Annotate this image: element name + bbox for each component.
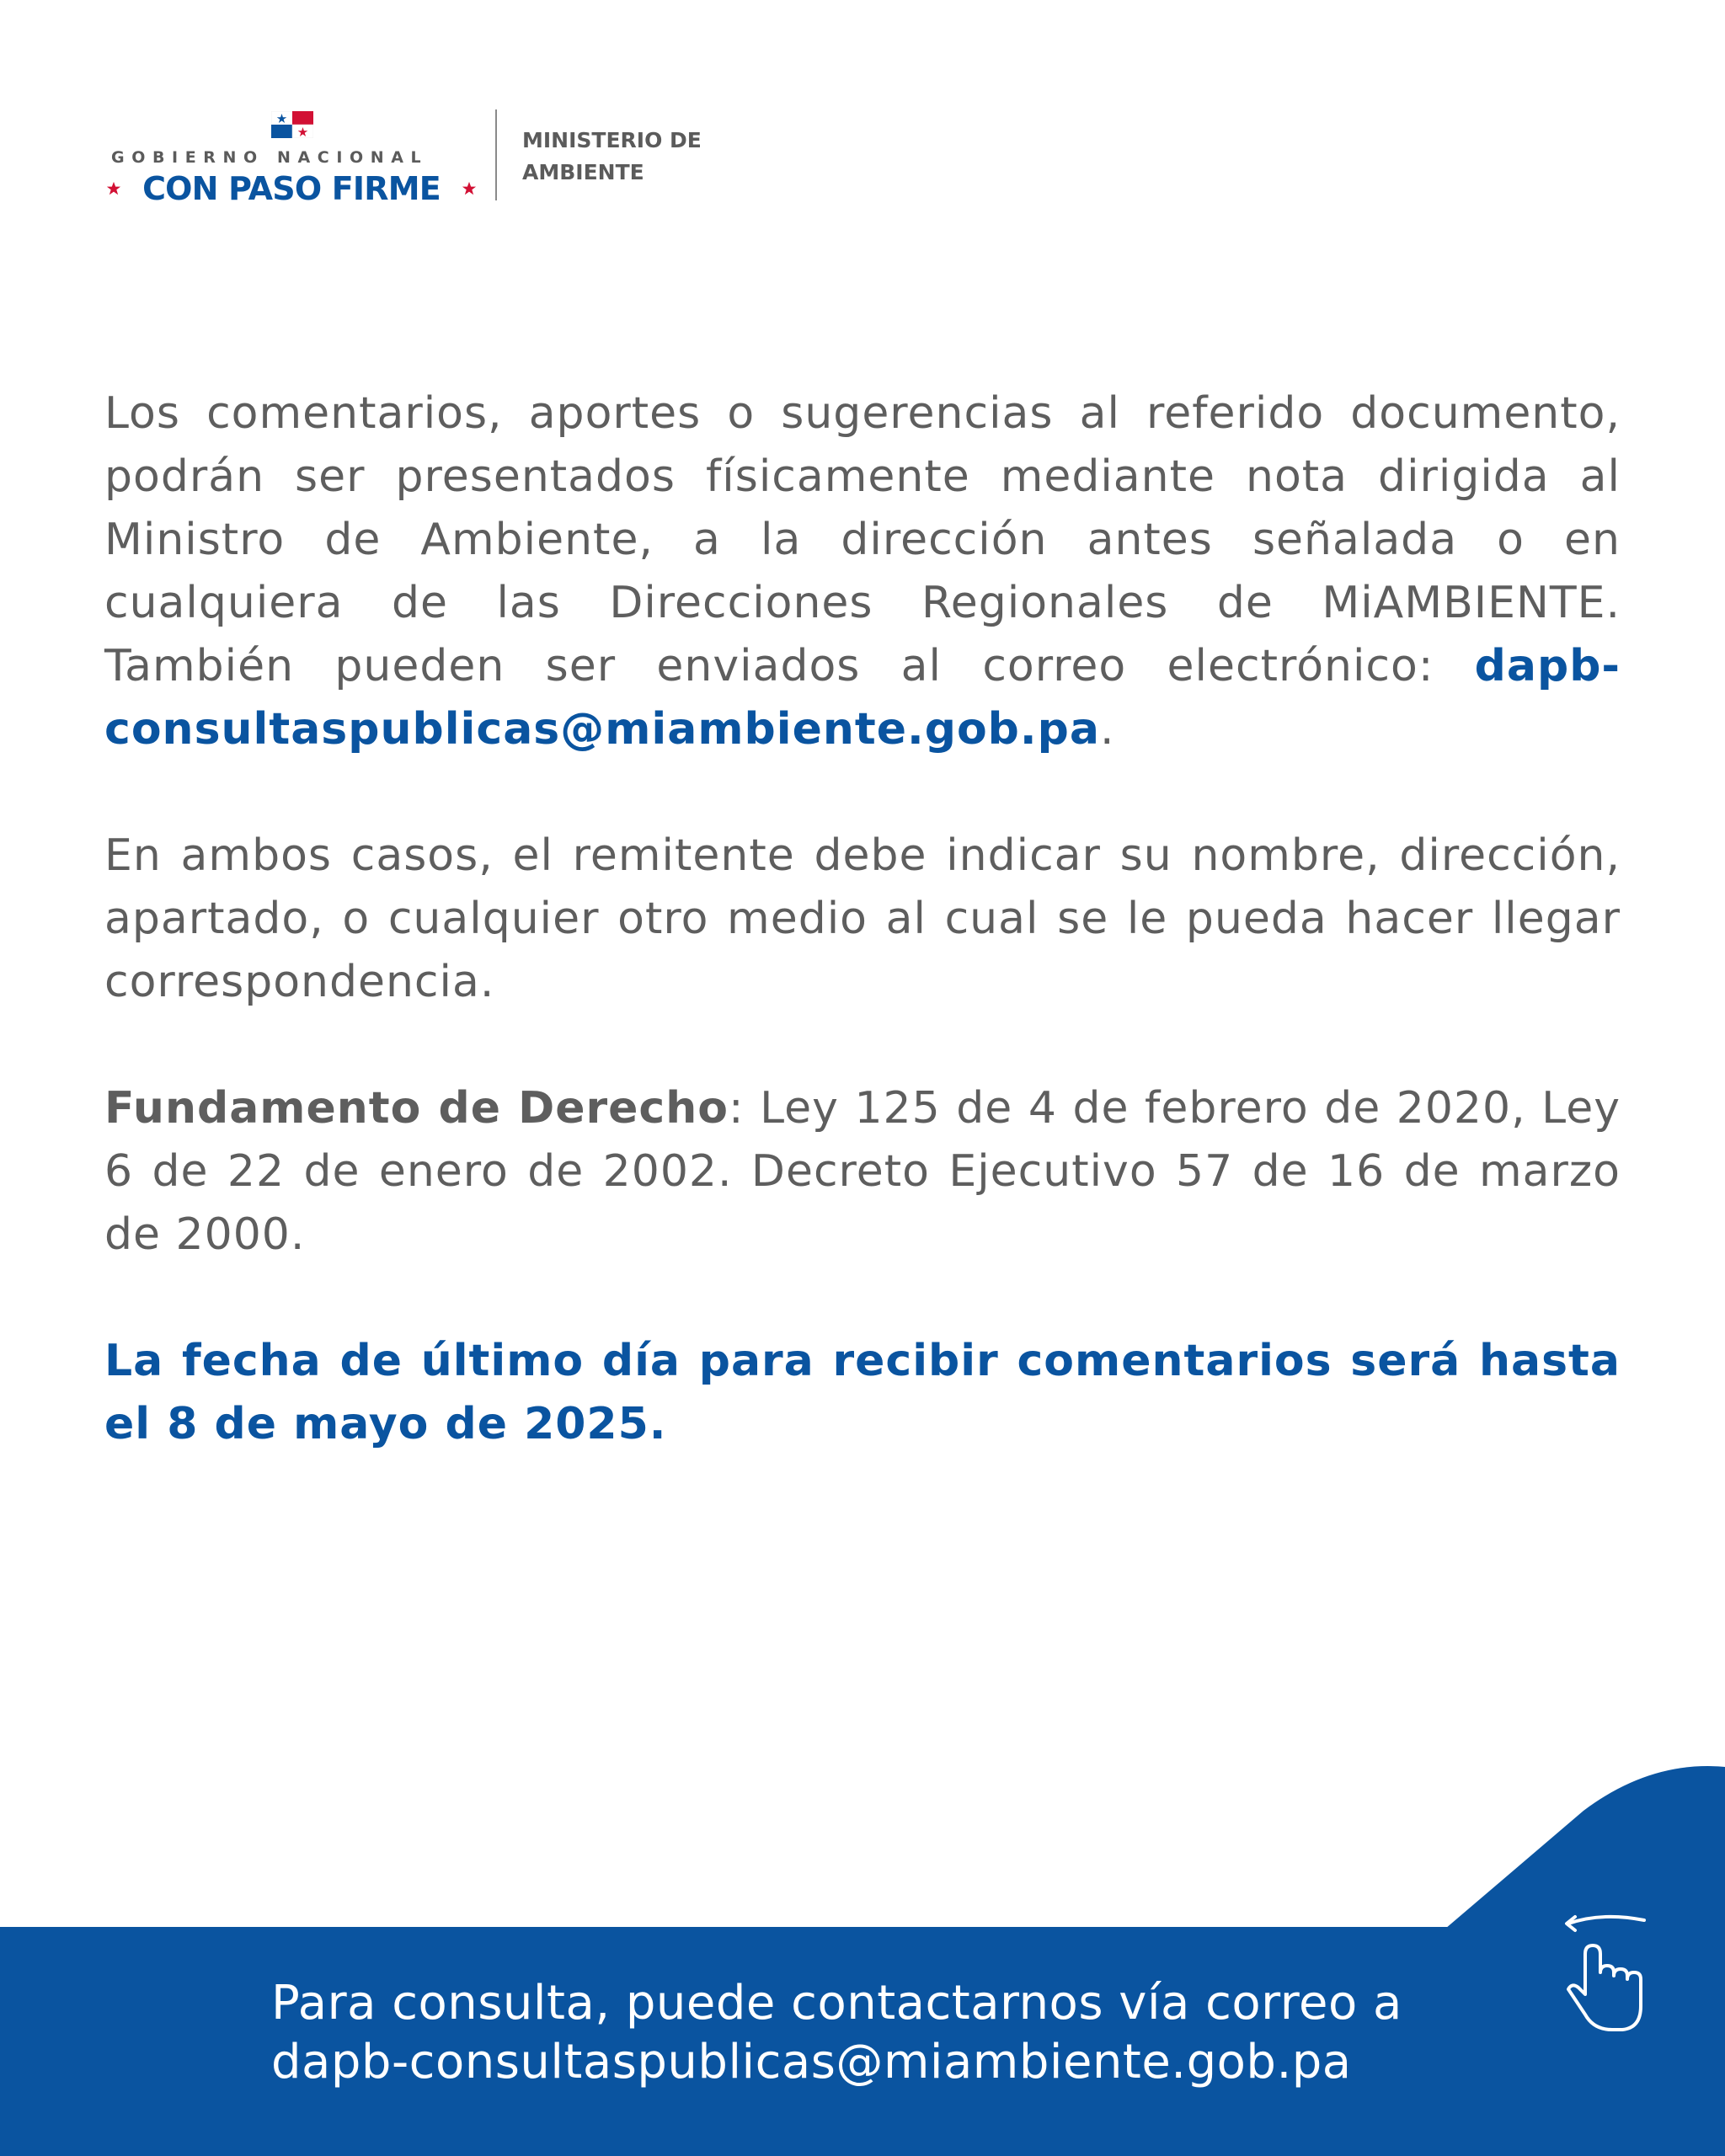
footer-contact-line: Para consulta, puede contactarnos vía correo a (271, 1976, 1402, 2031)
star-icon (106, 181, 121, 196)
legal-basis-text: : Ley 125 de 4 de febrero de 2020, Ley 6 de 22 de enero de 2002. Decreto Ejecutivo 57 de 16 de marzo de 2000. (104, 1083, 1621, 1260)
submission-text: Los comentarios, aportes o sugerencias al referido documento, podrán ser presentados físicamente mediante nota dirigida al Ministro de Ambiente, a la dirección antes señalada o en cualquiera de las Direcciones Regionales de MiAMBIENTE. También pueden ser enviados al correo electrónico: (104, 388, 1621, 691)
header-divider (495, 109, 497, 200)
ministry-line-2: AMBIENTE (522, 160, 644, 184)
ministry-line-1: MINISTERIO DE (522, 128, 702, 152)
submission-end: . (1099, 704, 1115, 755)
paragraph-legal-basis (104, 1077, 1621, 1267)
deadline-notice: La fecha de último día para recibir comentarios será hasta el 8 de mayo de 2025. (104, 1336, 1621, 1449)
legal-basis-label: Fundamento de Derecho (104, 1083, 729, 1134)
government-name: GOBIERNO NACIONAL (111, 148, 429, 167)
paragraph-sender-requirements: En ambos casos, el remitente debe indicar su nombre, dirección, apartado, o cualquier otro medio al cual se le pueda hacer llegar correspondencia. (104, 830, 1621, 1007)
paragraph-submission (104, 382, 1621, 761)
header-logo (106, 108, 746, 209)
star-icon (462, 181, 477, 196)
government-slogan-row (106, 170, 477, 207)
swipe-hand-icon[interactable] (1560, 1912, 1653, 2038)
footer-contact (271, 1974, 1535, 2092)
government-slogan: CON PASO FIRME (142, 170, 441, 207)
footer-wave-shape (1432, 1760, 1725, 1929)
email-link[interactable]: dapb-consultaspublicas@miambiente.gob.pa (104, 641, 1621, 755)
notice-body (104, 382, 1621, 1456)
panama-flag-icon (271, 111, 313, 138)
ministry-name (522, 125, 741, 189)
footer-email-link[interactable]: dapb-consultaspublicas@miambiente.gob.pa (271, 2035, 1352, 2089)
